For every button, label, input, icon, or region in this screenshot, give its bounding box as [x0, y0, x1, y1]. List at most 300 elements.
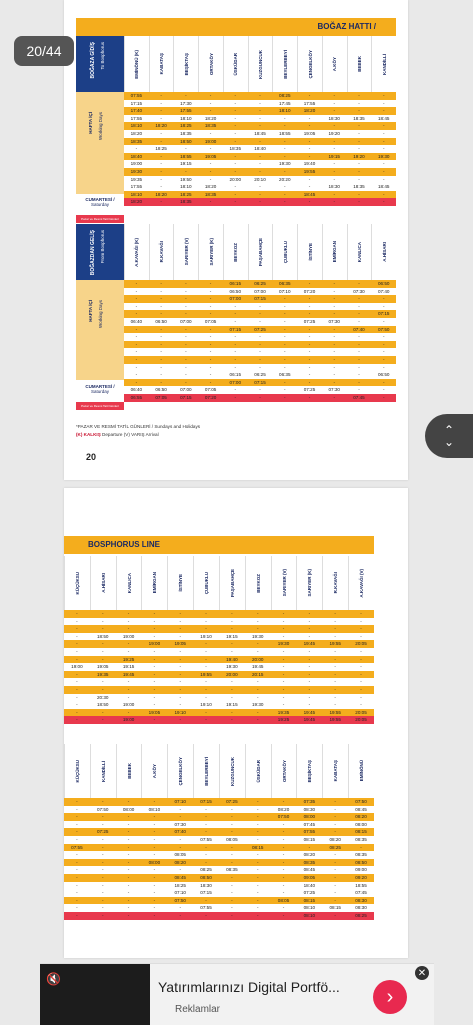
table-cell: -: [231, 829, 233, 835]
table-cell: -: [334, 799, 336, 804]
table-cell: -: [101, 867, 104, 873]
table-cell: -: [234, 161, 237, 167]
table-cell: -: [382, 161, 385, 167]
weekdays-label-2: HAFTA İÇİ: [88, 300, 93, 322]
table-cell: -: [76, 874, 78, 880]
table-cell: -: [234, 138, 237, 144]
table-cell: 07:55: [200, 905, 212, 911]
table-cell: 18:35: [204, 123, 217, 129]
table-cell: -: [234, 318, 237, 324]
table-cell: -: [231, 679, 233, 685]
table-cell: -: [76, 912, 78, 918]
table-cell: 18:55: [279, 130, 291, 136]
table-cell: 07:15: [180, 394, 192, 400]
table-cell: -: [284, 303, 286, 309]
table-cell: -: [282, 626, 285, 632]
table-cell: -: [185, 379, 187, 385]
column-header-label: A.KAVAĞI (V): [359, 568, 365, 598]
table-cell: -: [334, 867, 336, 873]
column-header-label: EMİRGAN: [332, 241, 338, 263]
table-cell: -: [308, 349, 311, 355]
table-cell: 08:35: [355, 836, 367, 842]
table-cell: -: [259, 364, 261, 370]
column-header: [245, 744, 271, 798]
table-cell: 08:45: [355, 806, 367, 812]
table-cell: -: [160, 138, 162, 144]
table-cell: -: [153, 648, 156, 654]
table-row: [64, 798, 374, 806]
table-cell: 07:40: [174, 829, 186, 835]
table-cell: -: [209, 356, 212, 362]
table-cell: -: [185, 146, 187, 152]
column-header-label: EMİNÖNÜ (K): [134, 49, 140, 79]
table-cell: -: [209, 326, 212, 332]
table-cell: -: [160, 281, 162, 286]
table-cell: -: [259, 387, 261, 393]
table-cell: -: [358, 387, 360, 393]
table-cell: 19:25: [277, 717, 290, 723]
table-cell: -: [127, 618, 130, 624]
table-cell: 07:30: [353, 288, 365, 294]
table-cell: 07:05: [204, 318, 217, 324]
table-cell: -: [358, 93, 360, 98]
table-cell: -: [160, 130, 162, 136]
table-cell: -: [76, 656, 78, 662]
table-row: [64, 640, 374, 648]
table-cell: -: [360, 633, 362, 639]
table-cell: -: [205, 844, 207, 850]
table-cell: -: [209, 379, 212, 385]
table-cell: 07:50: [377, 326, 390, 332]
table-cell: -: [179, 844, 181, 850]
table-cell: -: [334, 806, 336, 812]
column-header: [193, 556, 219, 610]
column-header: [149, 224, 174, 280]
table-cell: -: [259, 184, 261, 190]
table-cell: -: [256, 686, 259, 692]
table-cell: -: [284, 349, 286, 355]
table-cell: -: [76, 859, 78, 865]
page-nav-button[interactable]: [425, 414, 473, 458]
table-cell: -: [127, 836, 130, 842]
table-cell: -: [135, 296, 138, 302]
ad-thumbnail[interactable]: [40, 964, 150, 1025]
table-cell: -: [284, 379, 286, 385]
table-cell: 19:25: [122, 656, 135, 662]
timetable-grid-1: [124, 92, 396, 206]
table-cell: 20:05: [355, 717, 367, 723]
table-cell: -: [101, 874, 104, 880]
saturday-label-block-2: [76, 384, 124, 402]
table-row: [124, 145, 396, 153]
table-cell: 06:15: [229, 281, 242, 286]
table-cell: -: [101, 799, 104, 804]
table-row: [124, 280, 396, 288]
table-cell: -: [76, 852, 78, 858]
close-icon[interactable]: ✕: [415, 966, 429, 980]
table-cell: -: [160, 349, 162, 355]
table-cell: -: [127, 679, 130, 685]
table-row: [64, 806, 374, 814]
table-cell: 07:15: [200, 890, 212, 896]
table-cell: -: [334, 679, 336, 685]
table-cell: 19:30: [226, 664, 238, 670]
table-cell: -: [334, 633, 336, 639]
table-cell: -: [284, 364, 286, 370]
table-cell: 07:55: [130, 93, 143, 98]
section2-label-block: [76, 224, 124, 280]
table-cell: -: [153, 611, 156, 616]
table-cell: -: [358, 123, 360, 129]
timetable-grid-3: [64, 610, 374, 724]
table-cell: -: [209, 341, 212, 347]
table-cell: -: [333, 93, 335, 98]
table-cell: -: [234, 364, 237, 370]
table-cell: 07:55: [303, 829, 316, 835]
table-cell: -: [256, 867, 259, 873]
column-header-label: PAŞABAHÇE: [258, 237, 264, 267]
table-cell: -: [185, 93, 187, 98]
table-cell: -: [256, 717, 259, 723]
column-header: [198, 36, 223, 92]
table-cell: -: [358, 108, 360, 114]
table-cell: -: [209, 161, 212, 167]
table-cell: -: [231, 641, 233, 647]
table-cell: -: [127, 829, 130, 835]
table-cell: 08:50: [200, 874, 212, 880]
table-cell: -: [231, 648, 233, 654]
table-cell: 08:20: [277, 806, 290, 812]
timetable-grid-4: [64, 798, 374, 920]
table-cell: 19:00: [148, 641, 161, 647]
table-cell: -: [234, 303, 237, 309]
table-cell: -: [256, 694, 259, 700]
table-cell: -: [382, 364, 385, 370]
table-cell: 17:15: [130, 100, 143, 106]
table-cell: 08:20: [174, 859, 186, 865]
table-cell: -: [282, 611, 285, 616]
table-cell: 08:15: [251, 844, 264, 850]
table-cell: 19:15: [226, 702, 238, 708]
column-headers-1: [124, 36, 396, 92]
table-cell: 07:00: [229, 296, 242, 302]
table-cell: -: [205, 641, 207, 647]
table-cell: -: [127, 686, 130, 692]
column-header: [167, 744, 193, 798]
table-cell: -: [160, 93, 162, 98]
table-cell: -: [101, 897, 104, 903]
table-cell: 08:10: [148, 806, 161, 812]
column-header-label: EMİRGAN: [152, 572, 158, 594]
table-cell: -: [135, 303, 138, 309]
table-cell: -: [160, 341, 162, 347]
table-cell: -: [231, 694, 233, 700]
table-cell: -: [358, 341, 360, 347]
table-row: [124, 107, 396, 115]
table-cell: -: [135, 379, 138, 385]
table-cell: -: [333, 311, 335, 317]
table-cell: -: [308, 303, 311, 309]
table-cell: 08:25: [355, 912, 367, 918]
table-cell: 09:20: [355, 874, 367, 880]
table-cell: -: [282, 905, 285, 911]
section2-label: BOĞAZDAN GELİŞ: [90, 230, 96, 276]
table-cell: -: [284, 199, 286, 205]
table-cell: -: [135, 326, 138, 332]
ad-banner[interactable]: [40, 963, 434, 1025]
table-cell: -: [334, 874, 336, 880]
weekdays-label-en: Working Days: [98, 112, 103, 140]
table-cell: 19:30: [277, 641, 290, 647]
table-row: [124, 310, 396, 318]
table-cell: -: [284, 341, 286, 347]
table-cell: 07:25: [96, 829, 109, 835]
column-header: [248, 224, 273, 280]
table-cell: -: [231, 874, 233, 880]
table-cell: -: [308, 334, 311, 340]
table-cell: -: [256, 882, 259, 888]
weekdays-label-block: [76, 92, 124, 194]
table-cell: -: [160, 161, 162, 167]
table-cell: 17:55: [303, 100, 316, 106]
ad-title[interactable]: Yatırımlarınızı Digital Portfö...: [158, 979, 340, 995]
table-cell: -: [382, 108, 385, 114]
table-cell: 18:50: [96, 633, 109, 639]
table-cell: -: [282, 912, 285, 918]
table-cell: 07:15: [377, 311, 390, 317]
table-cell: -: [205, 829, 207, 835]
table-cell: -: [308, 694, 311, 700]
table-cell: -: [76, 836, 78, 842]
table-cell: -: [308, 633, 311, 639]
table-cell: -: [101, 648, 104, 654]
table-cell: -: [308, 311, 311, 317]
table-cell: -: [358, 100, 360, 106]
column-header-label: ORTAKÖY: [208, 52, 214, 76]
table-cell: 06:50: [155, 318, 167, 324]
chevron-down-icon[interactable]: ⌄: [443, 435, 455, 449]
table-row: [64, 701, 374, 709]
table-cell: 19:05: [204, 153, 217, 159]
table-cell: -: [76, 694, 78, 700]
table-cell: -: [209, 372, 212, 378]
table-cell: -: [282, 882, 285, 888]
table-cell: -: [284, 115, 286, 121]
column-header: [271, 556, 297, 610]
muted-speaker-icon[interactable]: 🔇: [46, 972, 61, 986]
table-cell: -: [160, 100, 162, 106]
table-cell: 08:25: [329, 844, 341, 850]
table-cell: -: [101, 882, 104, 888]
column-header-label: BEYLERBEYİ: [282, 49, 288, 79]
column-header-label: ORTAKÖY: [281, 759, 287, 783]
table-cell: -: [358, 334, 360, 340]
table-cell: -: [76, 867, 78, 873]
table-cell: -: [160, 176, 162, 182]
table-cell: -: [160, 356, 162, 362]
column-header: [245, 556, 271, 610]
table-cell: -: [76, 897, 78, 903]
table-cell: -: [259, 191, 261, 197]
table-cell: -: [127, 912, 130, 918]
table-cell: 18:20: [130, 199, 143, 205]
table-row: [64, 663, 374, 671]
table-cell: -: [205, 664, 207, 670]
table-cell: 19:45: [303, 641, 316, 647]
table-cell: -: [234, 100, 237, 106]
table-cell: -: [127, 844, 130, 850]
table-cell: -: [284, 356, 286, 362]
table-cell: -: [256, 897, 259, 903]
table-cell: -: [101, 821, 104, 827]
column-header-label: SARIYER (V): [183, 238, 189, 266]
table-cell: -: [231, 686, 233, 692]
table-cell: -: [76, 633, 78, 639]
ad-label: Reklamlar: [175, 1004, 221, 1015]
column-header-label: KÜÇÜKSU: [74, 759, 80, 783]
table-cell: 06:40: [130, 387, 143, 393]
table-cell: 18:20: [204, 184, 217, 190]
table-cell: -: [358, 146, 360, 152]
table-cell: 07:40: [353, 326, 365, 332]
table-cell: -: [334, 821, 336, 827]
table-cell: -: [334, 859, 336, 865]
table-cell: -: [127, 799, 130, 804]
table-cell: -: [205, 821, 207, 827]
table-cell: 08:15: [303, 836, 316, 842]
table-cell: 19:10: [200, 633, 212, 639]
column-header-label: KABATAŞ: [159, 53, 165, 75]
table-cell: -: [256, 618, 259, 624]
table-row: [64, 648, 374, 656]
table-cell: -: [334, 897, 336, 903]
table-cell: 07:00: [180, 387, 192, 393]
column-header-label: İSTİNYE: [307, 243, 313, 261]
chevron-up-icon[interactable]: ⌃: [443, 423, 455, 437]
table-cell: -: [153, 867, 156, 873]
table-cell: -: [153, 717, 156, 723]
table-cell: -: [127, 890, 130, 896]
table-cell: 07:10: [174, 890, 186, 896]
column-header-label: A.HİSARI: [100, 573, 106, 593]
column-header: [173, 36, 198, 92]
table-cell: 08:45: [174, 874, 186, 880]
table-cell: -: [179, 867, 181, 873]
table-cell: -: [333, 372, 335, 378]
column-header: [90, 744, 116, 798]
column-header: [347, 36, 372, 92]
table-cell: 07:25: [254, 326, 266, 332]
column-header-label: A.HİSARI: [381, 242, 387, 262]
table-cell: -: [259, 356, 261, 362]
table-row: [64, 866, 374, 874]
table-cell: -: [234, 115, 237, 121]
table-cell: -: [358, 372, 360, 378]
table-cell: -: [231, 709, 233, 715]
table-cell: -: [101, 709, 104, 715]
table-cell: -: [333, 161, 335, 167]
table-row: [64, 844, 374, 852]
table-cell: -: [101, 717, 104, 723]
table-cell: -: [160, 199, 162, 205]
table-cell: 19:00: [122, 702, 135, 708]
table-cell: -: [282, 859, 285, 865]
table-cell: -: [231, 897, 233, 903]
table-cell: -: [334, 814, 336, 820]
table-cell: -: [308, 341, 311, 347]
table-cell: -: [308, 199, 311, 205]
column-header-label: EMİNÖNÜ: [359, 760, 365, 782]
table-cell: 18:35: [130, 138, 143, 144]
column-header: [198, 224, 223, 280]
table-cell: -: [153, 799, 156, 804]
column-header: [296, 556, 322, 610]
table-row: [124, 341, 396, 349]
table-cell: -: [179, 702, 181, 708]
table-cell: 20:05: [355, 709, 367, 715]
table-cell: -: [334, 694, 336, 700]
table-cell: -: [153, 844, 156, 850]
table-cell: -: [231, 905, 233, 911]
column-header-label: PAŞABAHÇE: [229, 568, 235, 598]
table-cell: -: [127, 814, 130, 820]
table-cell: -: [76, 679, 78, 685]
table-row: [64, 633, 374, 641]
table-cell: 18:30: [328, 115, 340, 121]
table-cell: -: [282, 836, 285, 842]
table-cell: -: [333, 356, 335, 362]
chevron-right-icon[interactable]: ›: [373, 980, 407, 1014]
table-cell: 06:15: [229, 372, 242, 378]
table-cell: -: [179, 633, 181, 639]
table-cell: -: [308, 138, 311, 144]
table-cell: 18:40: [130, 153, 143, 159]
column-header-label: BEYKOZ: [255, 573, 261, 593]
table-cell: -: [205, 709, 207, 715]
table-cell: -: [308, 372, 311, 378]
table-row: [64, 813, 374, 821]
table-cell: -: [282, 799, 285, 804]
column-header-label: SARIYER (V): [281, 569, 287, 597]
table-cell: -: [259, 100, 261, 106]
table-cell: -: [205, 814, 207, 820]
table-cell: 18:35: [353, 115, 365, 121]
table-row: [64, 694, 374, 702]
table-cell: -: [256, 679, 259, 685]
table-cell: -: [205, 694, 207, 700]
column-header: [348, 744, 374, 798]
table-cell: -: [76, 890, 78, 896]
table-cell: -: [185, 281, 187, 286]
table-cell: -: [209, 93, 212, 98]
table-cell: -: [153, 874, 156, 880]
table-cell: 18:55: [180, 153, 192, 159]
table-cell: 07:10: [279, 288, 291, 294]
table-cell: -: [153, 664, 156, 670]
table-cell: -: [135, 311, 138, 317]
table-cell: 18:20: [155, 191, 167, 197]
weekdays-label-en-2: Working Days: [98, 300, 103, 328]
section1-label-block: [76, 36, 124, 92]
table-row: [124, 379, 396, 387]
table-cell: -: [205, 897, 207, 903]
table-cell: 18:50: [96, 702, 109, 708]
table-cell: -: [333, 191, 335, 197]
table-cell: -: [308, 93, 311, 98]
table-cell: 07:30: [174, 821, 186, 827]
table-cell: -: [308, 618, 311, 624]
column-header-label: SARIYER (K): [208, 238, 214, 266]
